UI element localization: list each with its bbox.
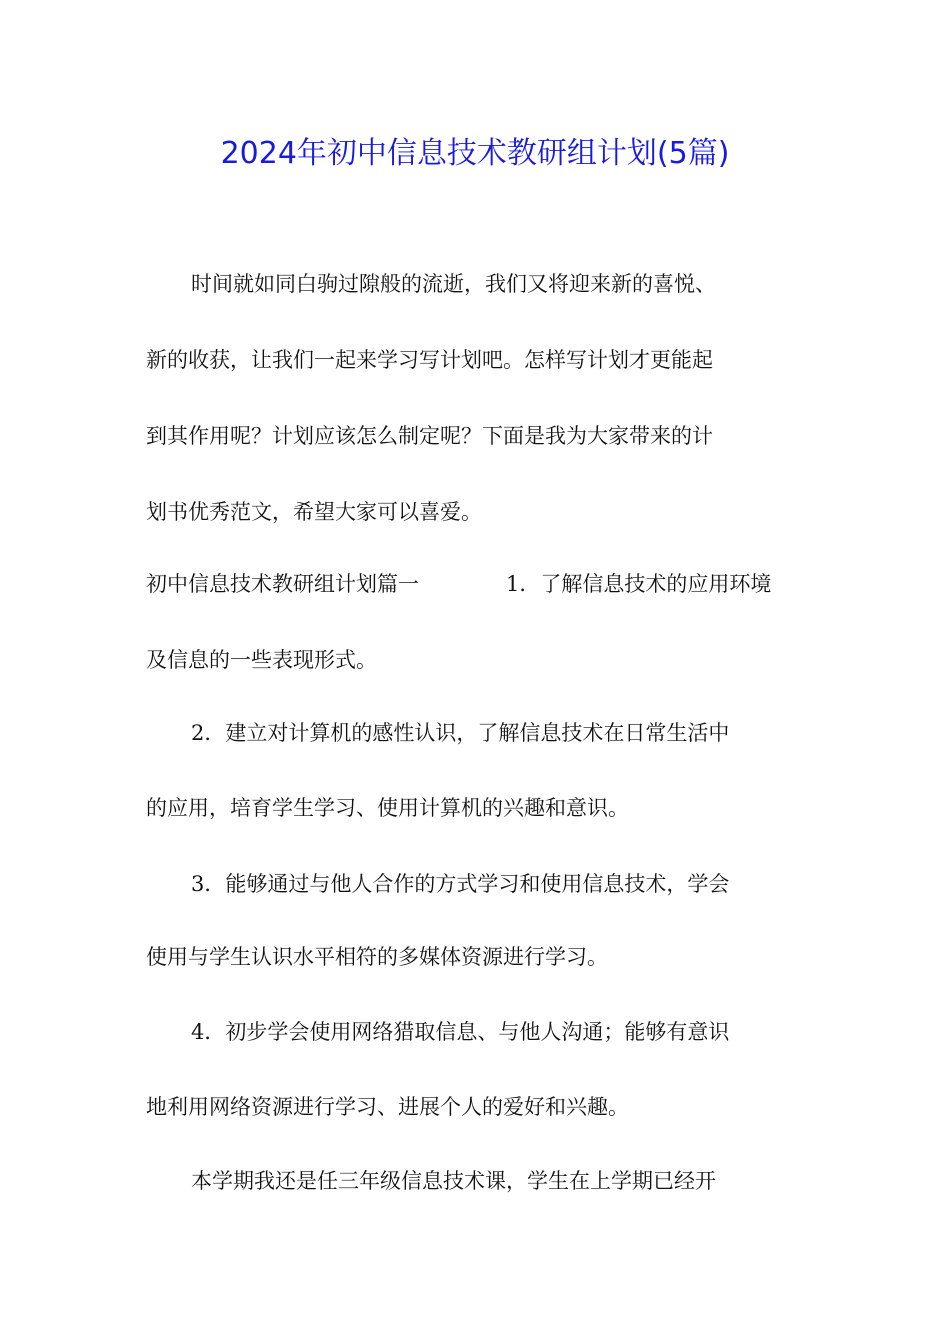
item-4-line-1: 4．初步学会使用网络猎取信息、与他人沟通；能够有意识 [191,1020,730,1044]
intro-line-1: 时间就如同白驹过隙般的流逝，我们又将迎来新的喜悦、 [191,272,716,296]
item-1-line-1: 1．了解信息技术的应用环境 [506,572,772,596]
section-heading-row [146,564,806,604]
document-title: 2024年初中信息技术教研组计划(5篇) [220,136,730,171]
body-paragraph-line: 本学期我还是任三年级信息技术课，学生在上学期已经开 [191,1169,716,1193]
item-3-line-2: 使用与学生认识水平相符的多媒体资源进行学习。 [146,945,608,969]
intro-line-4: 划书优秀范文，希望大家可以喜爱。 [146,500,482,524]
item-1-line-2: 及信息的一些表现形式。 [146,648,377,672]
item-3-line-1: 3．能够通过与他人合作的方式学习和使用信息技术，学会 [191,872,730,896]
intro-line-3: 到其作用呢？计划应该怎么制定呢？下面是我为大家带来的计 [146,424,713,448]
item-2-line-1: 2．建立对计算机的感性认识，了解信息技术在日常生活中 [191,721,730,745]
intro-line-2: 新的收获，让我们一起来学习写计划吧。怎样写计划才更能起 [146,348,713,372]
item-4-line-2: 地利用网络资源进行学习、进展个人的爱好和兴趣。 [146,1095,629,1119]
section-heading: 初中信息技术教研组计划篇一 [146,572,419,596]
item-2-line-2: 的应用，培育学生学习、使用计算机的兴趣和意识。 [146,796,629,820]
